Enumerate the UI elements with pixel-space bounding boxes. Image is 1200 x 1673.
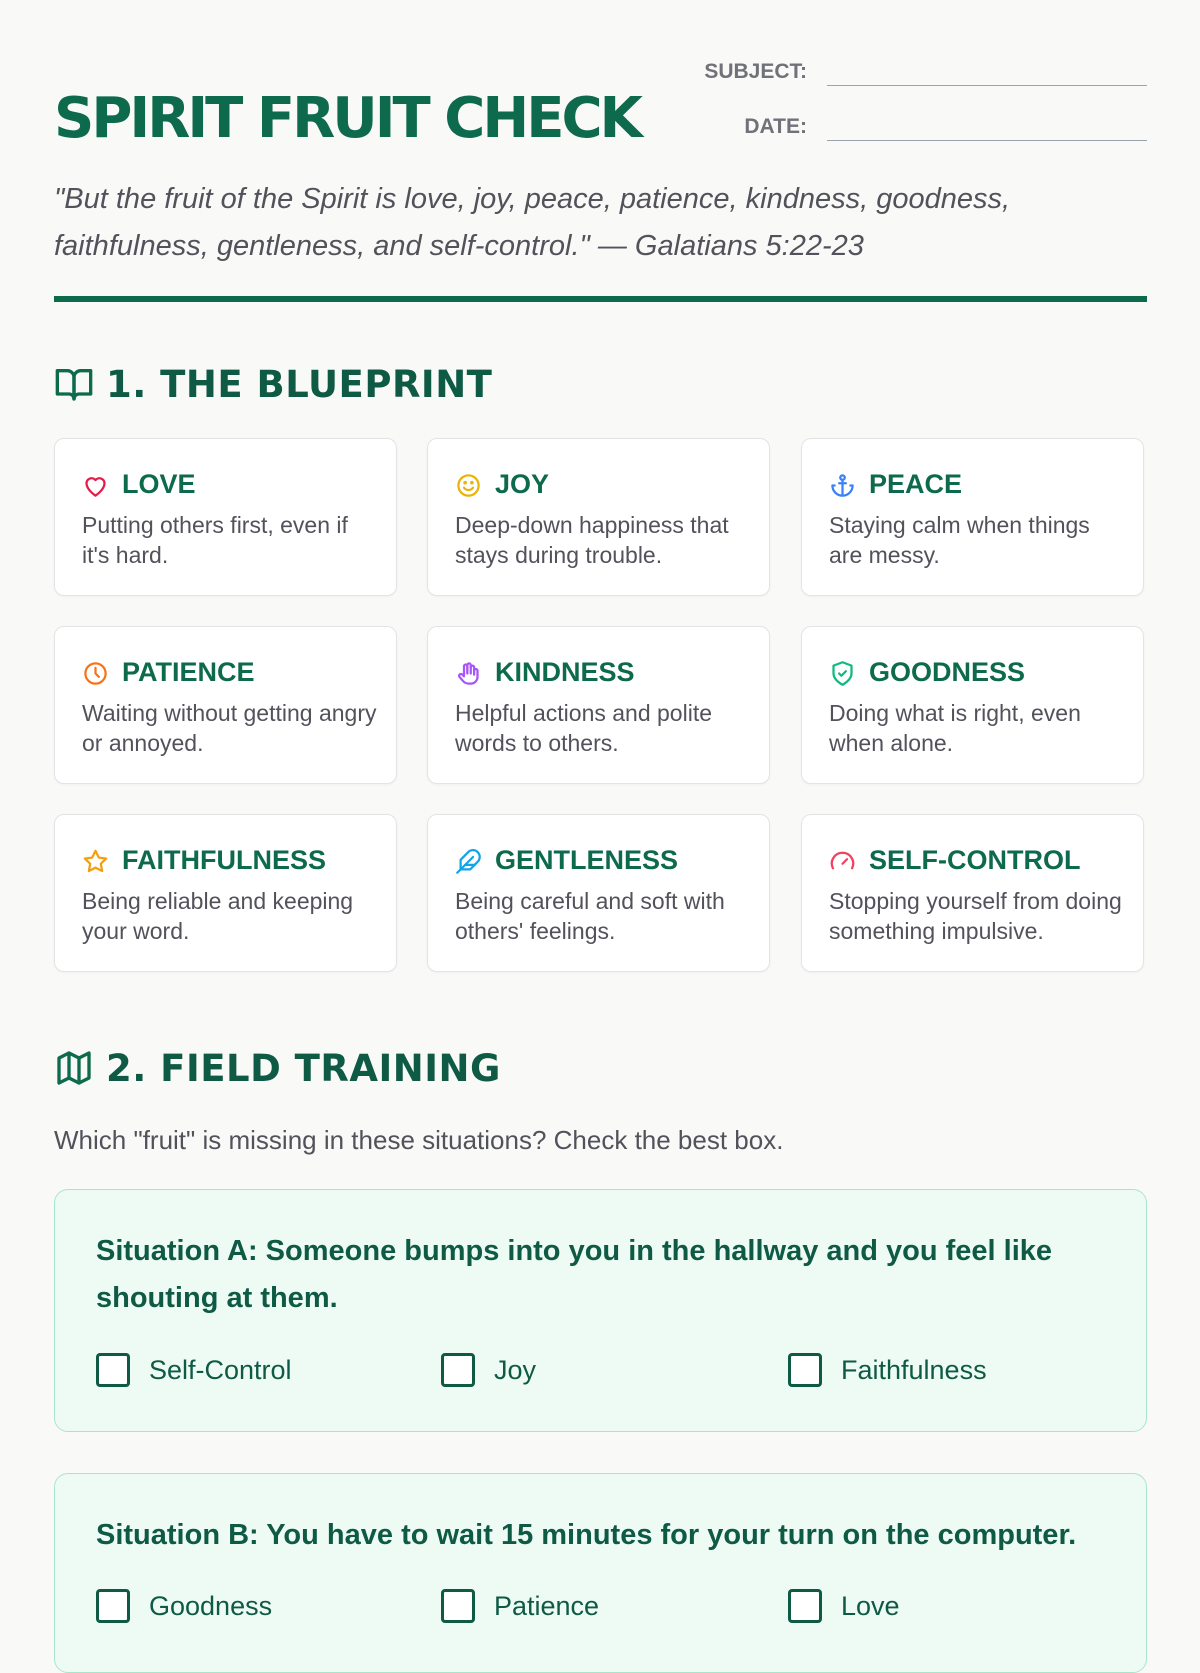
anchor-icon [829,472,856,499]
answer-option[interactable] [788,1586,900,1626]
blueprint-title: 1. THE BLUEPRINT [106,362,493,406]
fruit-description: Doing what is right, even when alone. [829,700,1081,756]
answer-label: Patience [494,1590,600,1621]
answer-option[interactable] [96,1586,272,1626]
fruit-description: Being careful and soft with others' feelings. [455,888,725,944]
situation-prompt: Situation A: Someone bumps into you in the hallway and you feel like shouting at them. [96,1235,1053,1314]
fruit-name: GOODNESS [869,657,1026,687]
answer-option[interactable] [788,1350,987,1390]
gauge-icon [829,848,856,875]
answer-option[interactable] [96,1350,292,1390]
open-book-icon [54,364,94,404]
field-training-title: 2. FIELD TRAINING [106,1046,501,1090]
feather-icon [455,848,482,875]
fruit-name: GENTLENESS [495,845,679,875]
situation-card [54,1189,1147,1432]
situation-prompt: Situation B: You have to wait 15 minutes for your turn on the computer. [96,1519,1077,1551]
answer-option[interactable] [441,1350,536,1390]
fruit-card-joy [427,438,770,596]
subject-field[interactable] [650,52,1147,92]
fruit-description: Helpful actions and polite words to others. [455,700,712,756]
shield-check-icon [829,660,856,687]
answer-label: Goodness [149,1590,273,1621]
fruit-card-self-control [801,814,1144,972]
fruit-description: Putting others first, even if it's hard. [82,512,348,568]
answer-checkbox[interactable] [96,1353,130,1387]
situation-card [54,1473,1147,1673]
answer-label: Joy [494,1354,537,1385]
answer-checkbox[interactable] [788,1353,822,1387]
answer-checkbox[interactable] [788,1589,822,1623]
fruit-name: LOVE [122,469,196,499]
fruit-description: Stopping yourself from doing something impulsive. [829,888,1122,944]
fruit-name: JOY [495,469,550,499]
answer-option[interactable] [441,1586,599,1626]
answer-checkbox[interactable] [96,1589,130,1623]
answer-label: Self-Control [149,1354,292,1385]
fruit-description: Deep-down happiness that stays during trouble. [455,512,729,568]
smile-icon [455,472,482,499]
date-line[interactable] [827,140,1147,141]
date-label: DATE: [744,115,807,138]
hand-icon [455,660,482,687]
fruit-card-goodness [801,626,1144,784]
fruit-card-faithfulness [54,814,397,972]
date-field[interactable] [650,107,1147,147]
fruit-name: FAITHFULNESS [122,845,327,875]
scripture-quote: "But the fruit of the Spirit is love, joy, peace, patience, kindness, goodness, faithfulness, gentleness, and self-control." — Galatians 5:22-23 [54,183,1011,262]
answer-label: Love [841,1590,900,1621]
answer-checkbox[interactable] [441,1353,475,1387]
subject-label: SUBJECT: [704,60,807,83]
fruit-name: KINDNESS [495,657,635,687]
fruit-card-peace [801,438,1144,596]
map-icon [54,1048,94,1088]
fruit-card-kindness [427,626,770,784]
star-icon [82,848,109,875]
answer-checkbox[interactable] [441,1589,475,1623]
answer-label: Faithfulness [841,1354,987,1385]
subject-line[interactable] [827,85,1147,86]
fruit-name: PEACE [869,469,963,499]
instructions-text: Which "fruit" is missing in these situations? Check the best box. [54,1125,784,1155]
blueprint-heading [54,359,492,409]
fruit-name: PATIENCE [122,657,255,687]
fruit-card-gentleness [427,814,770,972]
fruit-card-love [54,438,397,596]
fruit-description: Being reliable and keeping your word. [82,888,354,944]
fruit-name: SELF-CONTROL [869,845,1081,875]
fruit-card-patience [54,626,397,784]
field-training-heading [54,1043,501,1093]
fruit-description: Staying calm when things are messy. [829,512,1090,568]
clock-icon [82,660,109,687]
heart-icon [82,472,109,499]
page-title: SPIRIT FRUIT CHECK [54,86,640,151]
header-divider [54,296,1147,302]
fruit-description: Waiting without getting angry or annoyed. [82,700,377,756]
